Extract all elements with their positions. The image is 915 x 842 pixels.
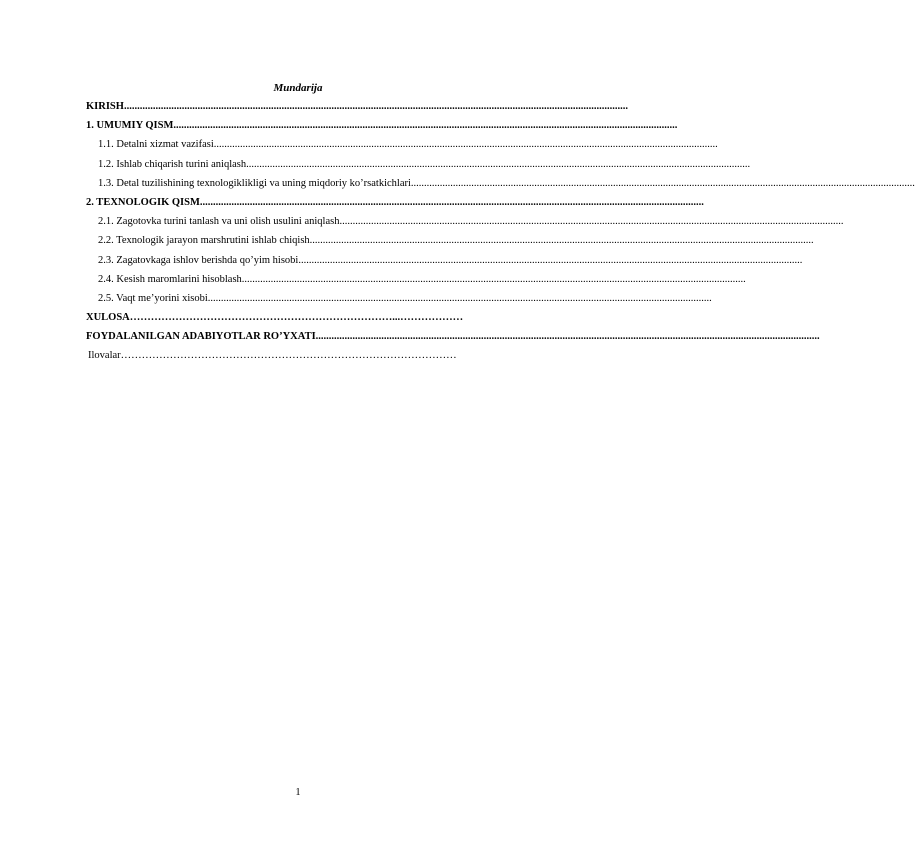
toc-leader-dots: …………………………………………………………………………………… — [120, 350, 457, 362]
toc-leader-dots: ................................................................................................................................................................................................ — [298, 254, 803, 266]
toc-entry-label: 2.4. Kesish maromlarini hisoblash — [98, 273, 242, 285]
toc-leader-dots: ................................................................................................................................................................................................ — [199, 196, 704, 208]
toc-entry-label: 1. UMUMIY QISM — [86, 120, 174, 132]
table-of-contents — [86, 101, 915, 370]
toc-entry-label: 2.1. Zagotovka turini tanlash va uni olish usulini aniqlash — [98, 216, 340, 228]
toc-entry-label: 1.1. Detalni xizmat vazifasi — [98, 139, 214, 151]
toc-leader-dots: ................................................................................................................................................................................................ — [246, 158, 751, 170]
toc-entry-xulosa[interactable] — [86, 312, 568, 331]
toc-title: Mundarija — [273, 82, 323, 94]
toc-entry-label: 1.2. Ishlab chiqarish turini aniqlash — [98, 158, 247, 170]
toc-entry-2-5[interactable] — [86, 292, 712, 312]
toc-entry-2-4[interactable] — [86, 273, 746, 293]
toc-leader-dots: ................................................................................................................................................................................................ — [241, 273, 746, 285]
toc-entry-2-2[interactable] — [86, 235, 814, 254]
toc-leader-dots: ................................................................................................................................................................................................ — [213, 139, 718, 151]
toc-entry-label: FOYDALANILGAN ADABIYOTLAR RO’YXATI — [86, 331, 316, 343]
toc-leader-dots: ................................................................................................................................................................................................ — [207, 292, 712, 304]
toc-entry-label: 2. TEXNOLOGIK QISM — [86, 196, 200, 208]
toc-entry-label: Ilovalar — [88, 350, 121, 362]
toc-leader-dots: ................................................................................................................................................................................................ — [339, 216, 844, 228]
toc-entry-foydalanilgan-adabiyotlar[interactable] — [86, 331, 820, 350]
toc-entry-label: 1.3. Detal tuzilishining texnologiklikligi va uning miqdoriy ko’rsatkichlari — [98, 177, 411, 189]
toc-entry-kirish[interactable] — [86, 101, 628, 120]
toc-entry-umumiy-qism[interactable] — [86, 120, 678, 139]
toc-entry-1-3[interactable] — [86, 177, 915, 197]
toc-entry-2-1[interactable] — [86, 216, 844, 235]
toc-entry-label: KIRISH — [86, 101, 124, 112]
toc-leader-dots: ................................................................................................................................................................................................ — [309, 235, 814, 247]
toc-entry-label: 2.5. Vaqt me’yorini xisobi — [98, 292, 208, 304]
toc-leader-dots: ................................................................................................................................................................................................ — [315, 331, 820, 343]
toc-entry-label: 2.3. Zagatovkaga ishlov berishda qo’yim hisobi — [98, 254, 299, 266]
toc-entry-1-2[interactable] — [86, 158, 751, 178]
toc-entry-2-3[interactable] — [86, 254, 803, 274]
page-number: 1 — [295, 787, 301, 798]
toc-entry-texnologik-qism[interactable] — [86, 196, 704, 216]
toc-leader-dots: …………………………………………………………………...……………… — [129, 312, 464, 324]
toc-entry-label: XULOSA — [86, 312, 130, 324]
toc-entry-ilovalar[interactable] — [86, 350, 568, 369]
toc-entry-1-1[interactable] — [86, 139, 718, 158]
toc-leader-dots: ................................................................................................................................................................................................ — [410, 177, 915, 189]
toc-entry-label: 2.2. Texnologik jarayon marshrutini ishlab chiqish — [98, 235, 310, 247]
toc-leader-dots: ................................................................................................................................................................................................ — [173, 120, 678, 132]
toc-leader-dots: ................................................................................................................................................................................................ — [123, 101, 628, 112]
